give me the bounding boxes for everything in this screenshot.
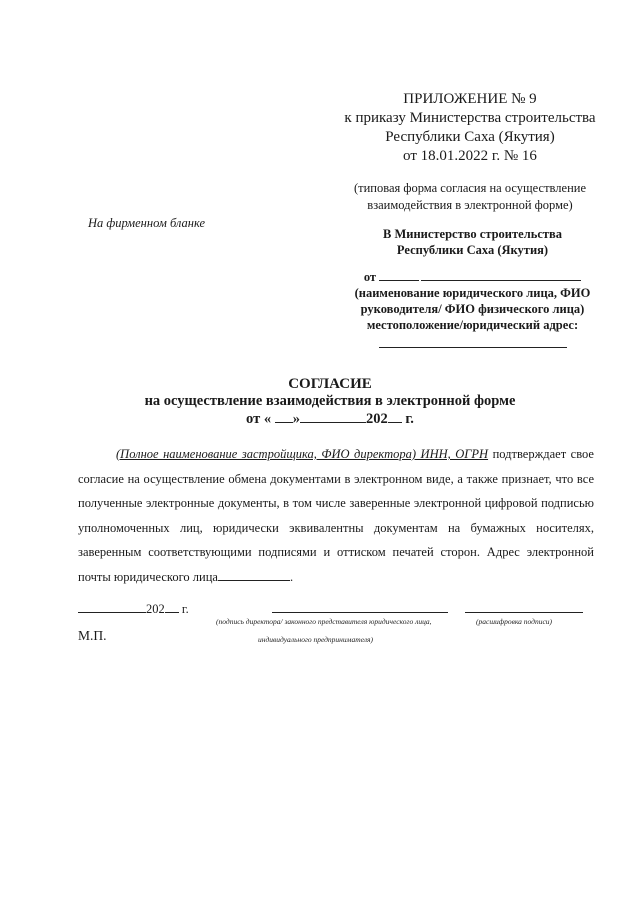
signature-year-blank xyxy=(165,600,179,613)
day-blank xyxy=(275,410,293,423)
title-date-mid: » xyxy=(292,411,300,427)
signature-date xyxy=(78,600,189,617)
addressee-block xyxy=(340,226,605,258)
sender-block xyxy=(340,268,605,352)
title-main: СОГЛАСИЕ xyxy=(288,376,372,392)
signature-decode-caption: (расшифровка подписи) xyxy=(476,617,553,626)
title-date-suffix: г. xyxy=(405,411,414,427)
letterhead-note: На фирменном бланке xyxy=(88,216,206,230)
address-line xyxy=(340,335,605,352)
sender-blank-short xyxy=(379,268,419,281)
sender-blank-long xyxy=(421,268,581,281)
stamp-place: М.П. xyxy=(78,628,107,643)
signature-line xyxy=(272,612,448,613)
signature-date-blank xyxy=(78,600,146,613)
address-blank xyxy=(379,335,567,348)
year-blank xyxy=(388,410,402,423)
appendix-header xyxy=(330,90,610,166)
appendix-number: ПРИЛОЖЕНИЕ № 9 xyxy=(403,91,537,107)
signature-caption-line: (подпись директора/ законного представителя юридического лица, xyxy=(216,617,432,626)
consent-body xyxy=(78,442,594,589)
sender-caption: руководителя/ ФИО физического лица) xyxy=(360,302,585,316)
consent-end: . xyxy=(289,569,294,584)
company-placeholder: (Полное наименование застройщика, ФИО директора) ИНН, ОГРН xyxy=(116,447,489,461)
form-note xyxy=(330,180,610,214)
sender-caption: (наименование юридического лица, ФИО xyxy=(354,286,591,300)
addressee-line: В Министерство строительства xyxy=(382,227,563,241)
appendix-order-ref: к приказу Министерства строительства xyxy=(344,110,596,126)
appendix-republic: Республики Саха (Якутия) xyxy=(385,129,555,145)
addressee-line: Республики Саха (Якутия) xyxy=(396,243,549,257)
form-note-line: взаимодействия в электронной форме) xyxy=(367,198,573,212)
month-blank xyxy=(300,410,366,423)
title-date xyxy=(80,410,580,428)
signature-date-year: 202 xyxy=(146,602,165,616)
signature-caption-line: индивидуального предпринимателя) xyxy=(258,635,374,644)
sender-prefix: от xyxy=(363,270,377,284)
document-title xyxy=(80,376,580,428)
signature-caption xyxy=(216,616,468,646)
title-date-year: 202 xyxy=(365,411,388,427)
appendix-date: от 18.01.2022 г. № 16 xyxy=(403,148,537,164)
sender-address-label: местоположение/юридический адрес: xyxy=(366,318,579,332)
email-blank xyxy=(218,569,290,581)
sender-line xyxy=(340,268,605,285)
consent-paragraph xyxy=(78,442,594,589)
form-note-line: (типовая форма согласия на осуществление xyxy=(353,181,586,195)
signature-decode-line xyxy=(465,612,583,613)
signature-date-suffix: г. xyxy=(181,602,189,616)
title-subtitle: на осуществление взаимодействия в электронной форме xyxy=(144,393,516,409)
consent-text: подтверждает свое согласие на осуществление обмена документами в электронном виде, а также признает, что все полученные электронные документы, в том числе заверенные электронной цифровой подписью уполномоченных лиц, юридически эквивалентны документам на бумажных носителях, заверенным соответствующими подписями и оттиском печатей сторон. Адрес электронной почты юридического лица xyxy=(78,447,594,584)
title-date-prefix: от « xyxy=(246,411,272,427)
